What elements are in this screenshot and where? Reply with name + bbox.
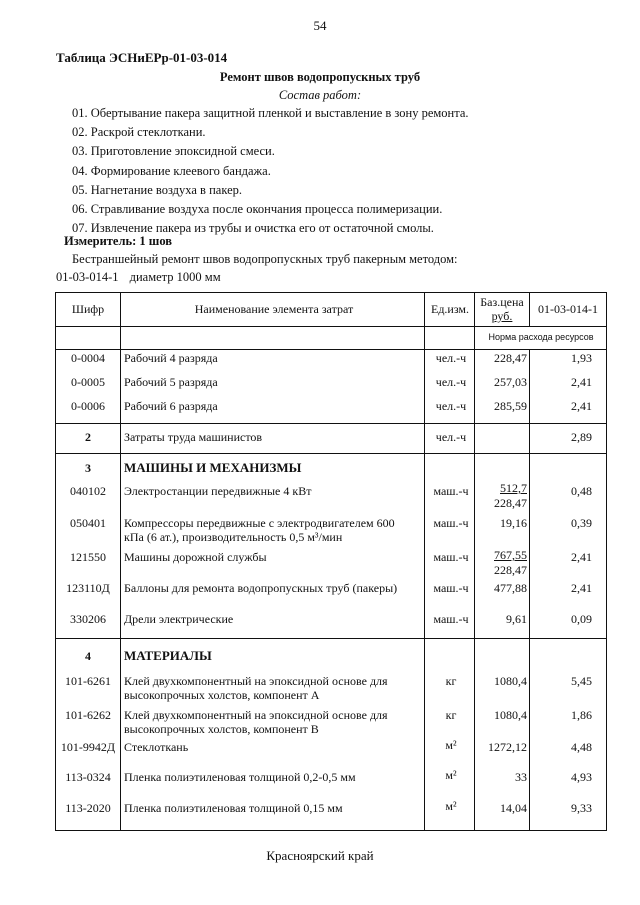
row-unit: кг [445, 708, 457, 722]
row-price: 767,55 [494, 548, 527, 562]
row-code: 2 [85, 430, 91, 444]
row-price: 285,59 [494, 399, 527, 413]
header-norm: 01-03-014-1 [538, 302, 598, 316]
row-name: Клей двухкомпонентный на эпоксидной основе для [124, 708, 388, 722]
row-name-line2: высокопрочных холстов, компонент В [124, 722, 319, 736]
row-name: Рабочий 5 разряда [124, 375, 218, 389]
row-price: 33 [515, 770, 527, 784]
row-unit: маш.-ч [433, 550, 469, 564]
row-code: 113-2020 [65, 801, 111, 815]
table-code: Таблица ЭСНиЕРр-01-03-014 [56, 50, 228, 65]
row-name: Машины дорожной службы [124, 550, 267, 564]
row-norm: 5,45 [571, 674, 592, 688]
table-title: Ремонт швов водопропускных труб [219, 70, 421, 84]
row-norm: 2,41 [571, 399, 592, 413]
row-norm: 1,93 [571, 351, 592, 365]
row-name: Рабочий 4 разряда [124, 351, 218, 365]
row-unit: кг [445, 674, 457, 688]
row-price-sub: 228,47 [494, 563, 527, 577]
row-price: 257,03 [494, 375, 527, 389]
row-norm: 2,41 [571, 375, 592, 389]
row-name: Пленка полиэтиленовая толщиной 0,15 мм [124, 801, 343, 815]
row-unit: чел.-ч [435, 375, 467, 389]
row-price: 1272,12 [488, 740, 527, 754]
row-norm: 2,89 [571, 430, 592, 444]
row-unit: м² [445, 799, 457, 813]
row-code: 040102 [70, 484, 106, 498]
row-code: 0-0005 [71, 375, 105, 389]
row-norm: 0,39 [571, 516, 592, 530]
row-code: 101-9942Д [60, 740, 116, 754]
row-code: 113-0324 [65, 770, 111, 784]
method-description: Бестраншейный ремонт швов водопропускных труб пакерным методом: [72, 252, 458, 266]
row-norm: 0,09 [571, 612, 592, 626]
operation-item: 02. Раскрой стеклоткани. [72, 125, 206, 140]
row-price: 9,61 [506, 612, 527, 626]
variant-code: 01-03-014-1 [56, 270, 119, 284]
row-name: Затраты труда машинистов [124, 430, 263, 444]
row-name: Клей двухкомпонентный на эпоксидной основе для [124, 674, 388, 688]
header-name: Наименование элемента затрат [194, 302, 354, 316]
operation-item: 05. Нагнетание воздуха в пакер. [72, 182, 243, 197]
composition-heading: Состав работ: [278, 88, 362, 102]
page-number: 54 [313, 18, 327, 33]
row-price: 477,88 [494, 581, 527, 595]
row-code: 050401 [70, 516, 106, 530]
measure-unit: Измеритель: 1 шов [64, 234, 173, 248]
row-unit: чел.-ч [435, 430, 467, 444]
row-unit: маш.-ч [433, 581, 469, 595]
row-price: 1080,4 [494, 674, 527, 688]
row-unit: м² [445, 738, 457, 752]
row-unit: чел.-ч [435, 399, 467, 413]
row-norm: 9,33 [571, 801, 592, 815]
row-code: 121550 [70, 550, 106, 564]
row-name-line2: кПа (6 ат.), производительность 0,5 м³/мин [124, 530, 343, 544]
row-price: 19,16 [500, 516, 527, 530]
row-name: Дрели электрические [124, 612, 234, 626]
row-code: 101-6261 [65, 674, 111, 688]
row-unit: маш.-ч [433, 612, 469, 626]
row-code: 123110Д [66, 581, 110, 595]
header-price-line1: Баз.цена [480, 295, 524, 309]
row-unit: маш.-ч [433, 516, 469, 530]
header-unit: Ед.изм. [430, 302, 470, 316]
section-title: МАШИНЫ И МЕХАНИЗМЫ [124, 460, 302, 475]
operation-item: 01. Обертывание пакера защитной пленкой и выставление в зону ремонта. [72, 106, 469, 120]
row-price: 512,7 [500, 481, 527, 495]
row-code: 330206 [70, 612, 106, 626]
row-code: 101-6262 [65, 708, 111, 722]
row-name: Пленка полиэтиленовая толщиной 0,2-0,5 мм [124, 770, 356, 784]
row-name: Стеклоткань [124, 740, 189, 754]
operation-item: 03. Приготовление эпоксидной смеси. [72, 144, 275, 159]
section-title: МАТЕРИАЛЫ [124, 648, 212, 663]
row-norm: 1,86 [571, 708, 592, 722]
operation-item: 07. Извлечение пакера из трубы и очистка его от остаточной смолы. [72, 221, 434, 236]
row-norm: 0,48 [571, 484, 592, 498]
row-norm: 4,48 [571, 740, 592, 754]
row-name: Баллоны для ремонта водопропускных труб (пакеры) [124, 581, 398, 595]
page-footer: Красноярский край [266, 848, 374, 863]
row-norm: 2,41 [571, 581, 592, 595]
operation-item: 06. Стравливание воздуха после окончания процесса полимеризации. [72, 201, 443, 216]
row-name: Компрессоры передвижные с электродвигателем 600 [124, 516, 395, 530]
row-price: 1080,4 [494, 708, 527, 722]
row-unit: маш.-ч [433, 484, 469, 498]
norm-caption: Норма расхода ресурсов [488, 332, 594, 342]
operation-item: 04. Формирование клеевого бандажа. [72, 163, 271, 178]
row-code: 0-0004 [71, 351, 105, 365]
row-unit: чел.-ч [435, 351, 467, 365]
variant-label: диаметр 1000 мм [129, 270, 221, 284]
row-name: Электростанции передвижные 4 кВт [124, 484, 312, 498]
header-price-line2: руб. [491, 309, 513, 323]
row-norm: 2,41 [571, 550, 592, 564]
header-code: Шифр [71, 302, 105, 316]
row-name: Рабочий 6 разряда [124, 399, 218, 413]
row-norm: 4,93 [571, 770, 592, 784]
row-name-line2: высокопрочных холстов, компонент А [124, 688, 320, 702]
row-unit: м² [445, 768, 457, 782]
row-price-sub: 228,47 [494, 496, 527, 510]
section-code: 3 [85, 461, 91, 475]
row-price: 14,04 [500, 801, 527, 815]
row-code: 0-0006 [71, 399, 105, 413]
row-price: 228,47 [494, 351, 527, 365]
section-code: 4 [85, 649, 91, 663]
